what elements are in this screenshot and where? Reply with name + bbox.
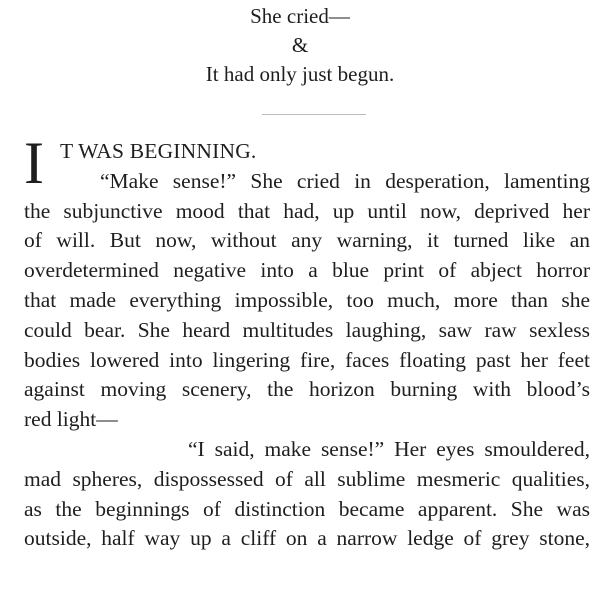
paragraph-line: mad spheres, dispossessed of all sublime mesmeric qualities, (24, 466, 590, 491)
paragraph-line: of will. But now, without any warning, it turned like an (24, 228, 590, 253)
epigraph (0, 2, 600, 89)
paragraph-line: red light— (24, 407, 118, 432)
epigraph-line-1: She cried— (250, 4, 350, 28)
paragraph-line: the subjunctive mood that had, up until now, deprived her (24, 198, 590, 223)
epigraph-line-3: It had only just begun. (205, 62, 395, 86)
opening-text: T WAS BEGINNING. (60, 139, 257, 163)
paragraph-line: “I said, make sense!” Her eyes smouldered, (188, 436, 590, 461)
drop-cap: I (24, 130, 44, 196)
passage (24, 130, 590, 554)
paragraph-line: as the beginnings of distinction became apparent. She was (24, 496, 590, 521)
epigraph-ampersand: & (291, 33, 309, 57)
paragraph-line: bodies lowered into lingering fire, faces floating past her feet (24, 347, 590, 372)
paragraph-line: could bear. She heard multitudes laughing, saw raw sexless (24, 317, 590, 342)
paragraph-line: “Make sense!” She cried in desperation, lamenting (100, 168, 590, 193)
paragraph-line: overdetermined negative into a blue print of abject horror (24, 258, 590, 283)
paragraph-line: against moving scenery, the horizon burning with blood’s (24, 377, 590, 402)
paragraph-line: that made everything impossible, too much, more than she (24, 287, 590, 312)
section-divider (262, 114, 366, 115)
paragraph-line: outside, half way up a cliff on a narrow ledge of grey stone, (24, 526, 590, 551)
